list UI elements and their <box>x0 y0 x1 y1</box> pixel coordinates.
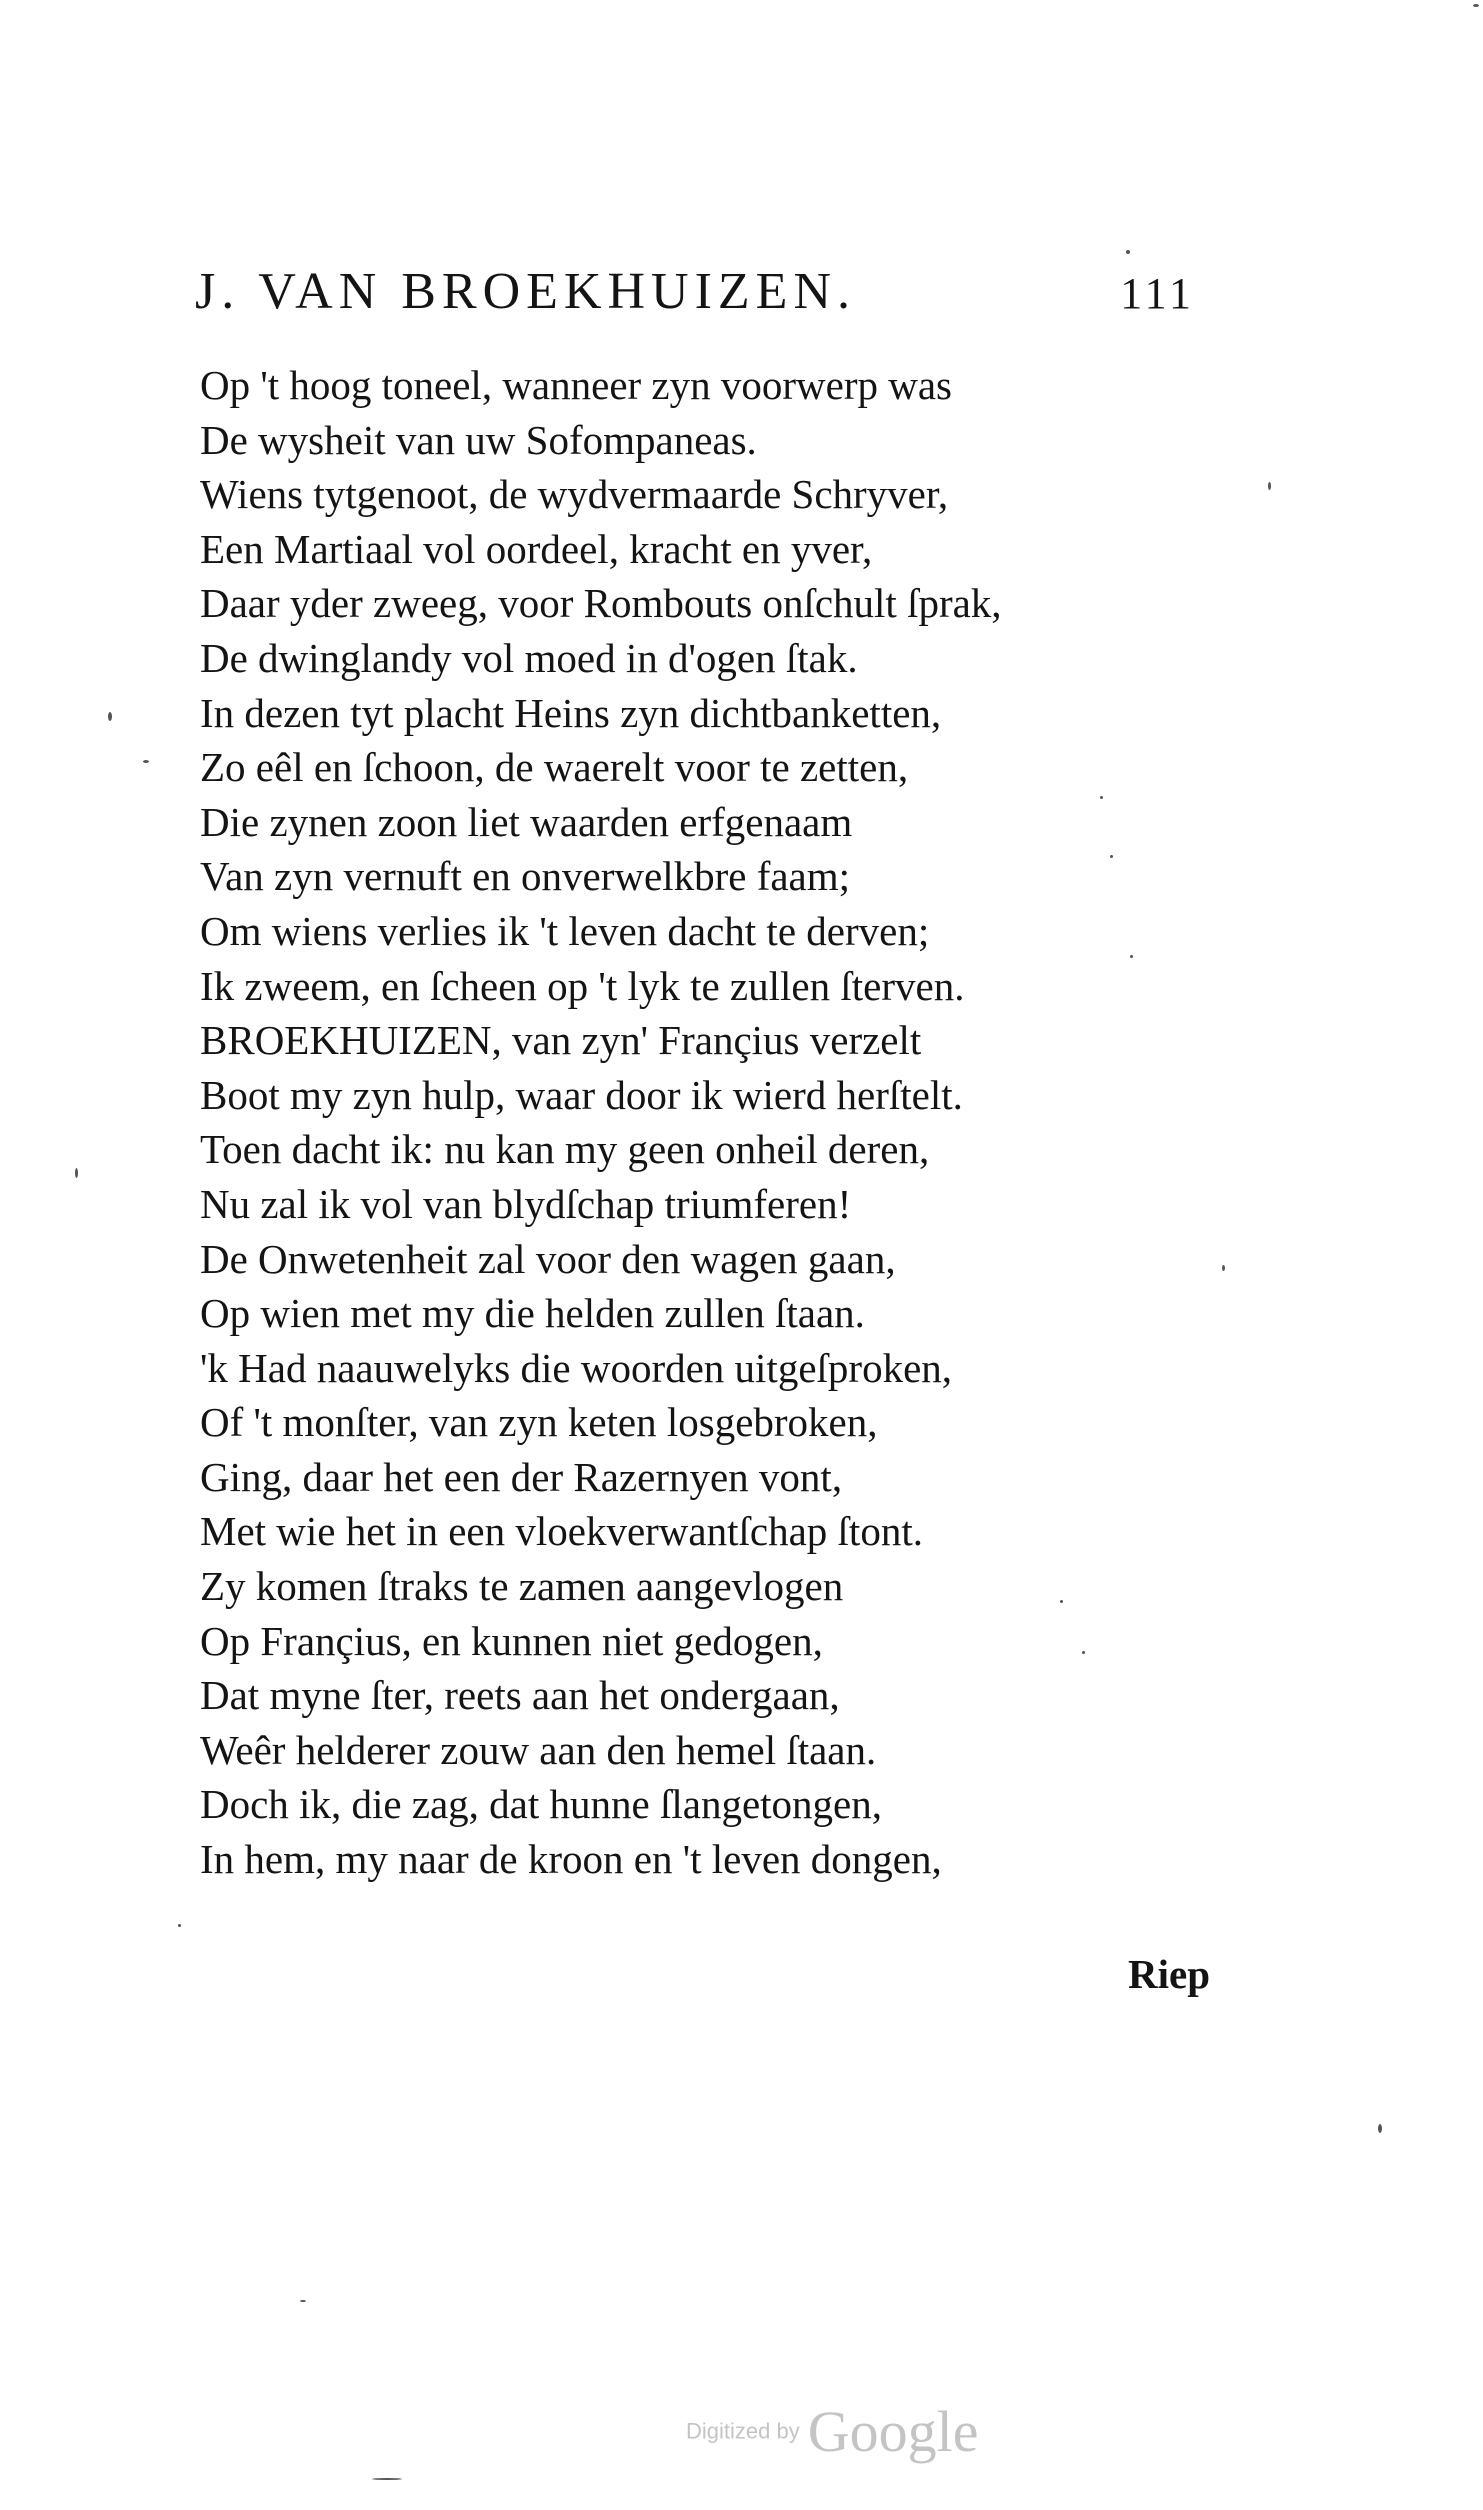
scan-speck <box>75 1168 78 1178</box>
scan-speck <box>1473 4 1479 7</box>
verse-line: Daar yder zweeg, voor Rombouts onſchult ſprak, <box>200 580 1002 627</box>
verse-line: Doch ik, die zag, dat hunne ſlangetongen, <box>200 1781 882 1828</box>
running-head-title: J. VAN BROEKHUIZEN. <box>195 263 856 320</box>
scan-speck <box>1378 2124 1382 2133</box>
verse-line: BROEKHUIZEN, van zyn' Françius verzelt <box>200 1017 922 1064</box>
verse-line: Op Françius, en kunnen niet gedogen, <box>200 1617 823 1664</box>
verse-line: Om wiens verlies ik 't leven dacht te derven; <box>200 907 930 954</box>
running-head <box>195 262 1195 332</box>
scan-speck <box>372 2478 402 2480</box>
scan-speck <box>1130 955 1133 958</box>
verse-line: Ging, daar het een der Razernyen vont, <box>200 1453 843 1500</box>
verse-line: De Onwetenheit zal voor den wagen gaan, <box>200 1235 896 1282</box>
verse-block <box>200 358 1180 1887</box>
verse-line: Toen dacht ik: nu kan my geen onheil deren, <box>200 1126 930 1173</box>
verse-line: In dezen tyt placht Heins zyn dichtbanketten, <box>200 689 942 736</box>
verse-line: Op 't hoog toneel, wanneer zyn voorwerp was <box>200 362 952 408</box>
scan-speck <box>1268 482 1271 490</box>
verse-line: Zy komen ſtraks te zamen aangevlogen <box>200 1563 844 1610</box>
scan-speck <box>1222 1265 1225 1271</box>
scan-speck <box>1100 796 1103 799</box>
verse-line: Ik zweem, en ſcheen op 't lyk te zullen ſterven. <box>200 962 965 1009</box>
verse-line: De wysheit van uw Sofompaneas. <box>200 416 757 463</box>
scan-speck <box>1082 1651 1085 1654</box>
verse-line: Van zyn vernuft en onverwelkbre faam; <box>200 853 851 900</box>
scan-speck <box>1060 1600 1063 1603</box>
verse-line: Boot my zyn hulp, waar door ik wierd herſtelt. <box>200 1071 963 1118</box>
verse-line: 'k Had naauwelyks die woorden uitgeſproken, <box>200 1344 953 1391</box>
verse-line: Die zynen zoon liet waarden erfgenaam <box>200 798 853 845</box>
verse-line: Wiens tytgenoot, de wydvermaarde Schryver, <box>200 471 949 518</box>
verse-line: Dat myne ſter, reets aan het ondergaan, <box>200 1672 840 1719</box>
catchword: Riep <box>1128 1951 1210 1997</box>
page-number: 111 <box>1120 269 1195 318</box>
scan-speck <box>108 712 112 721</box>
scan-speck <box>178 1924 181 1927</box>
verse-line: Een Martiaal vol oordeel, kracht en yver, <box>200 525 873 572</box>
verse-line: In hem, my naar de kroon en 't leven dongen, <box>200 1836 942 1883</box>
scan-speck <box>300 2300 306 2302</box>
verse-line: Met wie het in een vloekverwantſchap ſtont. <box>200 1508 923 1555</box>
verse-line: Of 't monſter, van zyn keten losgebroken, <box>200 1399 878 1446</box>
verse-line: De dwinglandy vol moed in d'ogen ſtak. <box>200 634 858 681</box>
verse-line: Zo eêl en ſchoon, de waerelt voor te zetten, <box>200 744 909 791</box>
watermark-google-logo: Google <box>807 2399 979 2464</box>
verse-line: Op wien met my die helden zullen ſtaan. <box>200 1290 865 1337</box>
scan-speck <box>1110 855 1113 858</box>
scan-speck <box>1126 250 1130 254</box>
watermark-digitized-by: Digitized by <box>686 2418 800 2444</box>
verse-line: Weêr helderer zouw aan den hemel ſtaan. <box>200 1726 877 1773</box>
verse-line: Nu zal ik vol van blydſchap triumferen! <box>200 1180 852 1227</box>
digitized-by-google-watermark <box>686 2398 978 2465</box>
scan-speck <box>143 760 149 763</box>
